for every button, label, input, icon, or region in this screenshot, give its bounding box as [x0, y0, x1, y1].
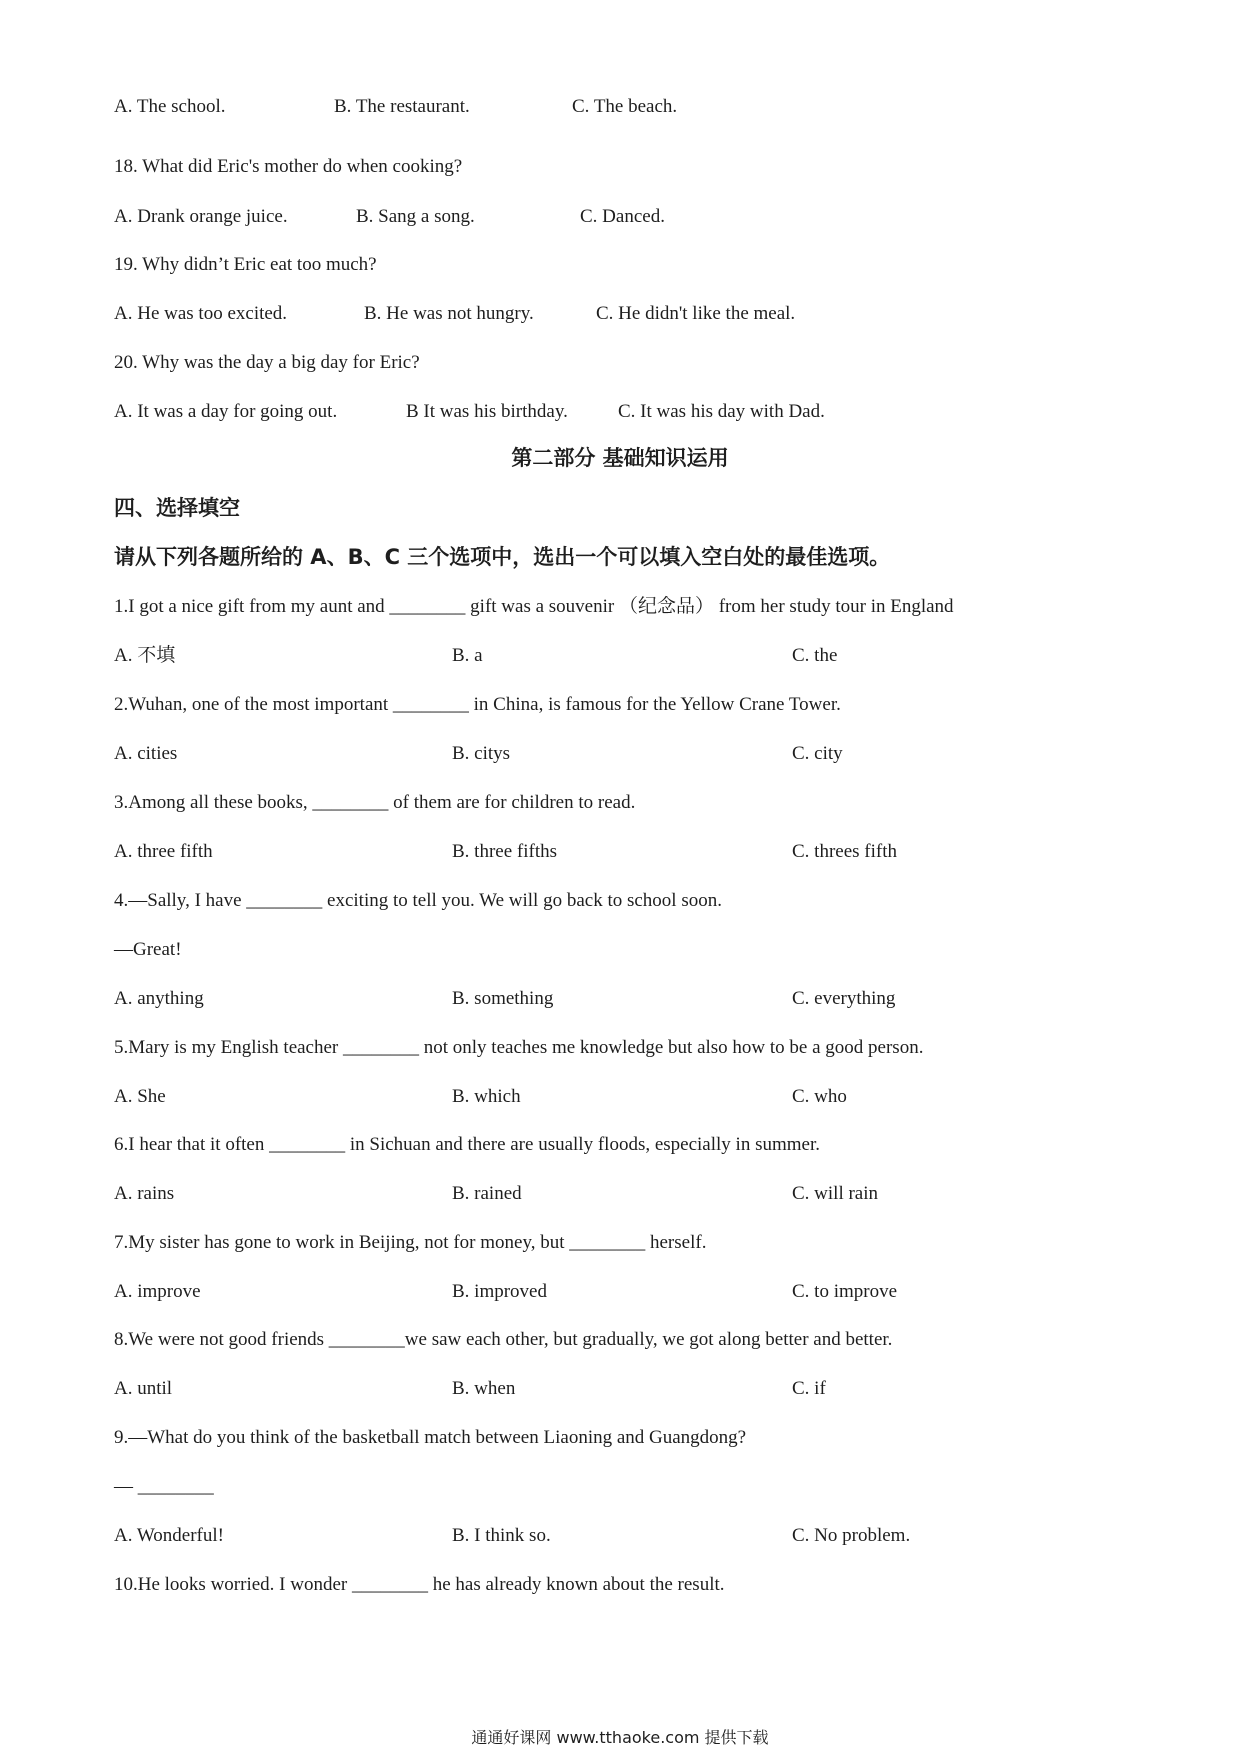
option-a: A. He was too excited.	[114, 303, 288, 324]
option-c: C. The beach.	[572, 96, 678, 117]
question-6: 6.I hear that it often ________ in Sichuan and there are usually floods, especially in summer.	[114, 1134, 820, 1155]
section-heading: 四、选择填空	[114, 496, 240, 520]
option-a: A. It was a day for going out.	[114, 401, 338, 422]
option-c: C. everything	[792, 988, 896, 1009]
option-c: C. city	[792, 743, 843, 764]
question-4: 4.—Sally, I have ________ exciting to tell you. We will go back to school soon.	[114, 890, 722, 911]
question-10: 10.He looks worried. I wonder ________ he has already known about the result.	[114, 1574, 725, 1595]
option-c: C. to improve	[792, 1281, 898, 1302]
option-c: C. threes fifth	[792, 841, 898, 862]
option-b: B. something	[452, 988, 554, 1009]
question-7: 7.My sister has gone to work in Beijing, not for money, but ________ herself.	[114, 1232, 707, 1253]
option-a: A. The school.	[114, 96, 226, 117]
page-footer: 通通好课网 www.tthaoke.com 提供下载	[471, 1728, 769, 1747]
option-c: C. the	[792, 645, 838, 666]
option-c: C. It was his day with Dad.	[618, 401, 825, 422]
question-4-reply: —Great!	[114, 939, 182, 960]
option-b: B. a	[452, 645, 483, 666]
option-b: B. rained	[452, 1183, 522, 1204]
option-a: A. 不填	[114, 645, 176, 666]
option-c: C. Danced.	[580, 206, 665, 227]
option-b: B. improved	[452, 1281, 547, 1302]
question-19: 19. Why didn’t Eric eat too much?	[114, 254, 377, 275]
question-1: 1.I got a nice gift from my aunt and ________ gift was a souvenir （纪念品） from her study tour in England	[114, 596, 954, 617]
option-a: A. Drank orange juice.	[114, 206, 288, 227]
option-c: C. No problem.	[792, 1525, 911, 1546]
option-a: A. cities	[114, 743, 178, 764]
option-c: C. if	[792, 1378, 826, 1399]
question-8: 8.We were not good friends ________we saw each other, but gradually, we got along better and better.	[114, 1329, 893, 1350]
instruction: 请从下列各题所给的 A、B、C 三个选项中，选出一个可以填入空白处的最佳选项。	[114, 545, 891, 569]
question-20: 20. Why was the day a big day for Eric?	[114, 352, 420, 373]
question-3: 3.Among all these books, ________ of them are for children to read.	[114, 792, 636, 813]
question-9: 9.—What do you think of the basketball match between Liaoning and Guangdong?	[114, 1427, 747, 1448]
option-c: C. will rain	[792, 1183, 879, 1204]
option-b: B. I think so.	[452, 1525, 551, 1546]
question-2: 2.Wuhan, one of the most important ________ in China, is famous for the Yellow Crane Tower.	[114, 694, 841, 715]
option-a: A. three fifth	[114, 841, 213, 862]
option-a: A. Wonderful!	[114, 1525, 224, 1546]
option-c: C. who	[792, 1086, 847, 1107]
question-18: 18. What did Eric's mother do when cooking?	[114, 156, 463, 177]
option-a: A. improve	[114, 1281, 201, 1302]
option-b: B. Sang a song.	[356, 206, 475, 227]
option-b: B. He was not hungry.	[364, 303, 534, 324]
option-b: B. citys	[452, 743, 511, 764]
option-b: B. The restaurant.	[334, 96, 470, 117]
question-5: 5.Mary is my English teacher ________ not only teaches me knowledge but also how to be a good person.	[114, 1037, 924, 1058]
option-a: A. until	[114, 1378, 173, 1399]
option-a: A. She	[114, 1086, 166, 1107]
question-9-reply: — ________	[114, 1476, 214, 1497]
option-a: A. rains	[114, 1183, 175, 1204]
option-b: B It was his birthday.	[406, 401, 568, 422]
part-title: 第二部分 基础知识运用	[511, 446, 729, 470]
option-c: C. He didn't like the meal.	[596, 303, 796, 324]
option-b: B. three fifths	[452, 841, 558, 862]
option-b: B. which	[452, 1086, 521, 1107]
option-a: A. anything	[114, 988, 204, 1009]
option-b: B. when	[452, 1378, 516, 1399]
